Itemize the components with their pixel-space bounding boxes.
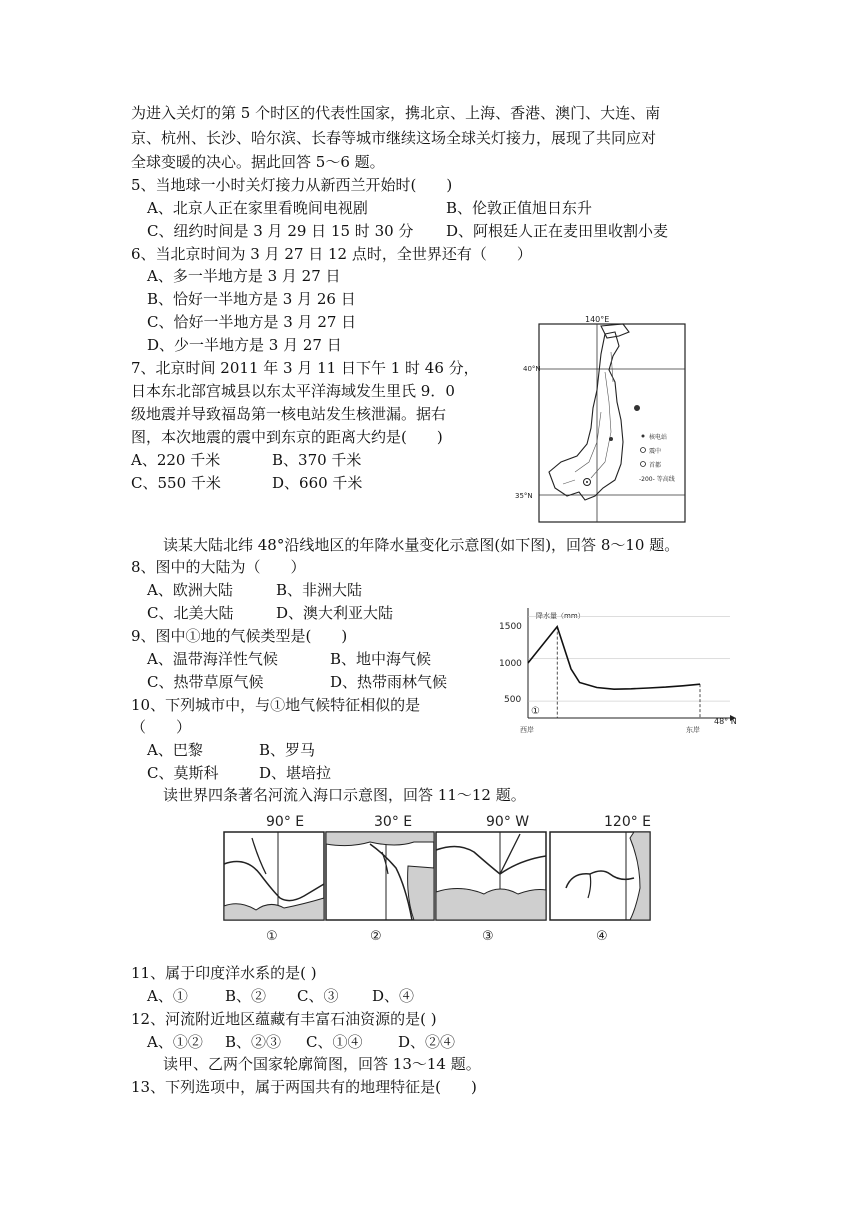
panel3-number: ③ xyxy=(482,929,494,944)
q6-stem: 6、当北京时间为 3 月 27 日 12 点时，全世界还有（ ） xyxy=(131,245,532,263)
q7-stem-3: 级地震并导致福岛第一核电站发生核泄漏。据右 xyxy=(131,405,447,423)
panel4-number: ④ xyxy=(596,929,608,944)
hokkaido-coastline xyxy=(601,324,629,338)
legend-capital-label: 首都 xyxy=(649,462,662,469)
honshu-coastline xyxy=(549,332,623,500)
q12-option-c: C、①④ xyxy=(306,1033,363,1051)
river-mouths-figure xyxy=(200,808,670,948)
q8-option-a: A、欧洲大陆 xyxy=(147,581,233,599)
group4-intro: 读甲、乙两个国家轮廓简图，回答 13～14 题。 xyxy=(163,1055,481,1073)
q10-option-d: D、堪培拉 xyxy=(259,764,332,782)
q10-stem-2: （ ） xyxy=(131,718,192,736)
legend-nuclear-label: 核电站 xyxy=(649,434,668,441)
panel1-number: ① xyxy=(266,929,278,944)
q6-option-d: D、少一半地方是 3 月 27 日 xyxy=(147,336,342,354)
precipitation-chart xyxy=(490,600,745,740)
river-panel-4 xyxy=(550,814,651,944)
q6-option-a: A、多一半地方是 3 月 27 日 xyxy=(147,267,341,285)
q8-stem: 8、图中的大陆为（ ） xyxy=(131,558,306,576)
q12-option-b: B、②③ xyxy=(225,1033,282,1051)
legend-contour-label: -200- 等高线 xyxy=(639,476,675,483)
q5-option-c: C、纽约时间是 3 月 29 日 15 时 30 分 xyxy=(147,222,414,240)
q9-option-b: B、地中海气候 xyxy=(330,650,432,668)
q8-option-d: D、澳大利亚大陆 xyxy=(276,604,394,622)
q7-option-d: D、660 千米 xyxy=(272,474,363,492)
y-axis-label: 降水量（mm） xyxy=(536,612,585,620)
group3-intro: 读世界四条著名河流入海口示意图，回答 11～12 题。 xyxy=(163,786,526,804)
q12-stem: 12、河流附近地区蕴藏有丰富石油资源的是( ) xyxy=(131,1010,437,1028)
q5-option-a: A、北京人正在家里看晚间电视剧 xyxy=(147,199,368,217)
river-panel-2 xyxy=(326,814,434,944)
q9-option-a: A、温带海洋性气候 xyxy=(147,650,278,668)
q6-option-b: B、恰好一半地方是 3 月 26 日 xyxy=(147,290,356,308)
lon-140-label: 140°E xyxy=(585,315,610,324)
q9-option-d: D、热带雨林气候 xyxy=(330,673,448,691)
q11-stem: 11、属于印度洋水系的是( ) xyxy=(131,964,317,982)
q5-option-d: D、阿根廷人正在麦田里收割小麦 xyxy=(446,222,669,240)
q9-option-c: C、热带草原气候 xyxy=(147,673,264,691)
precipitation-series-line xyxy=(528,627,700,690)
panel2-number: ② xyxy=(370,929,382,944)
q7-stem-2: 日本东北部宫城县以东太平洋海域发生里氏 9．0 xyxy=(131,382,455,400)
panel2-longitude: 30° E xyxy=(374,814,413,830)
intro-line-3: 全球变暖的决心。据此回答 5～6 题。 xyxy=(131,153,385,171)
panel4-longitude: 120° E xyxy=(604,814,652,830)
x-start-label: 西岸 xyxy=(520,726,534,734)
q10-option-b: B、罗马 xyxy=(259,741,316,759)
intro-line-2: 京、杭州、长沙、哈尔滨、长春等城市继续这场全球关灯接力，展现了共同应对 xyxy=(131,129,657,147)
lat-35-label: 35°N xyxy=(515,492,533,500)
q7-option-a: A、220 千米 xyxy=(131,451,221,469)
q9-stem: 9、图中①地的气候类型是( ) xyxy=(131,627,348,645)
q6-option-c: C、恰好一半地方是 3 月 27 日 xyxy=(147,313,357,331)
intro-line-1: 为进入关灯的第 5 个时区的代表性国家，携北京、上海、香港、澳门、大连、南 xyxy=(131,104,661,122)
q11-option-d: D、④ xyxy=(372,987,415,1005)
tick-label-1500: 1500 xyxy=(499,622,522,632)
q5-option-b: B、伦敦正值旭日东升 xyxy=(446,199,593,217)
q11-option-a: A、① xyxy=(147,987,188,1005)
q5-stem: 5、当地球一小时关灯接力从新西兰开始时( ) xyxy=(131,176,453,194)
q12-option-d: D、②④ xyxy=(398,1033,456,1051)
tick-label-1000: 1000 xyxy=(499,659,522,669)
x-axis-label: 48° N xyxy=(714,717,737,726)
x-end-label: 东岸 xyxy=(686,726,700,734)
q7-stem-1: 7、北京时间 2011 年 3 月 11 日下午 1 时 46 分， xyxy=(131,359,479,377)
legend-epicenter-label: 震中 xyxy=(649,448,662,455)
tick-label-500: 500 xyxy=(504,695,522,705)
group2-intro: 读某大陆北纬 48°沿线地区的年降水量变化示意图(如下图)，回答 8～10 题。 xyxy=(163,536,680,554)
q8-option-c: C、北美大陆 xyxy=(147,604,234,622)
nuclear-plant-marker xyxy=(609,437,613,441)
q8-option-b: B、非洲大陆 xyxy=(276,581,363,599)
contour-lines xyxy=(563,352,613,484)
q12-option-a: A、①② xyxy=(147,1033,203,1051)
legend-nuclear-symbol xyxy=(642,435,645,438)
q10-option-a: A、巴黎 xyxy=(147,741,203,759)
legend-capital-symbol xyxy=(641,462,646,467)
river-panel-1 xyxy=(224,814,324,944)
river-panel-3 xyxy=(436,814,546,944)
q10-stem-1: 10、下列城市中，与①地气候特征相似的是 xyxy=(131,696,421,714)
q7-option-b: B、370 千米 xyxy=(272,451,362,469)
panel3-longitude: 90° W xyxy=(486,814,530,830)
panel1-longitude: 90° E xyxy=(266,814,305,830)
epicenter-marker xyxy=(634,405,640,411)
q11-option-c: C、③ xyxy=(297,987,339,1005)
q7-stem-4: 图，本次地震的震中到东京的距离大约是( ) xyxy=(131,428,443,446)
legend-epicenter-symbol xyxy=(641,448,646,453)
q10-option-c: C、莫斯科 xyxy=(147,764,219,782)
japan-map-figure xyxy=(505,312,690,526)
q7-option-c: C、550 千米 xyxy=(131,474,221,492)
location-marker-1: ① xyxy=(531,706,540,717)
q11-option-b: B、② xyxy=(225,987,267,1005)
q13-stem: 13、下列选项中，属于两国共有的地理特征是( ) xyxy=(131,1078,477,1096)
lat-40-label: 40°N xyxy=(523,365,541,373)
